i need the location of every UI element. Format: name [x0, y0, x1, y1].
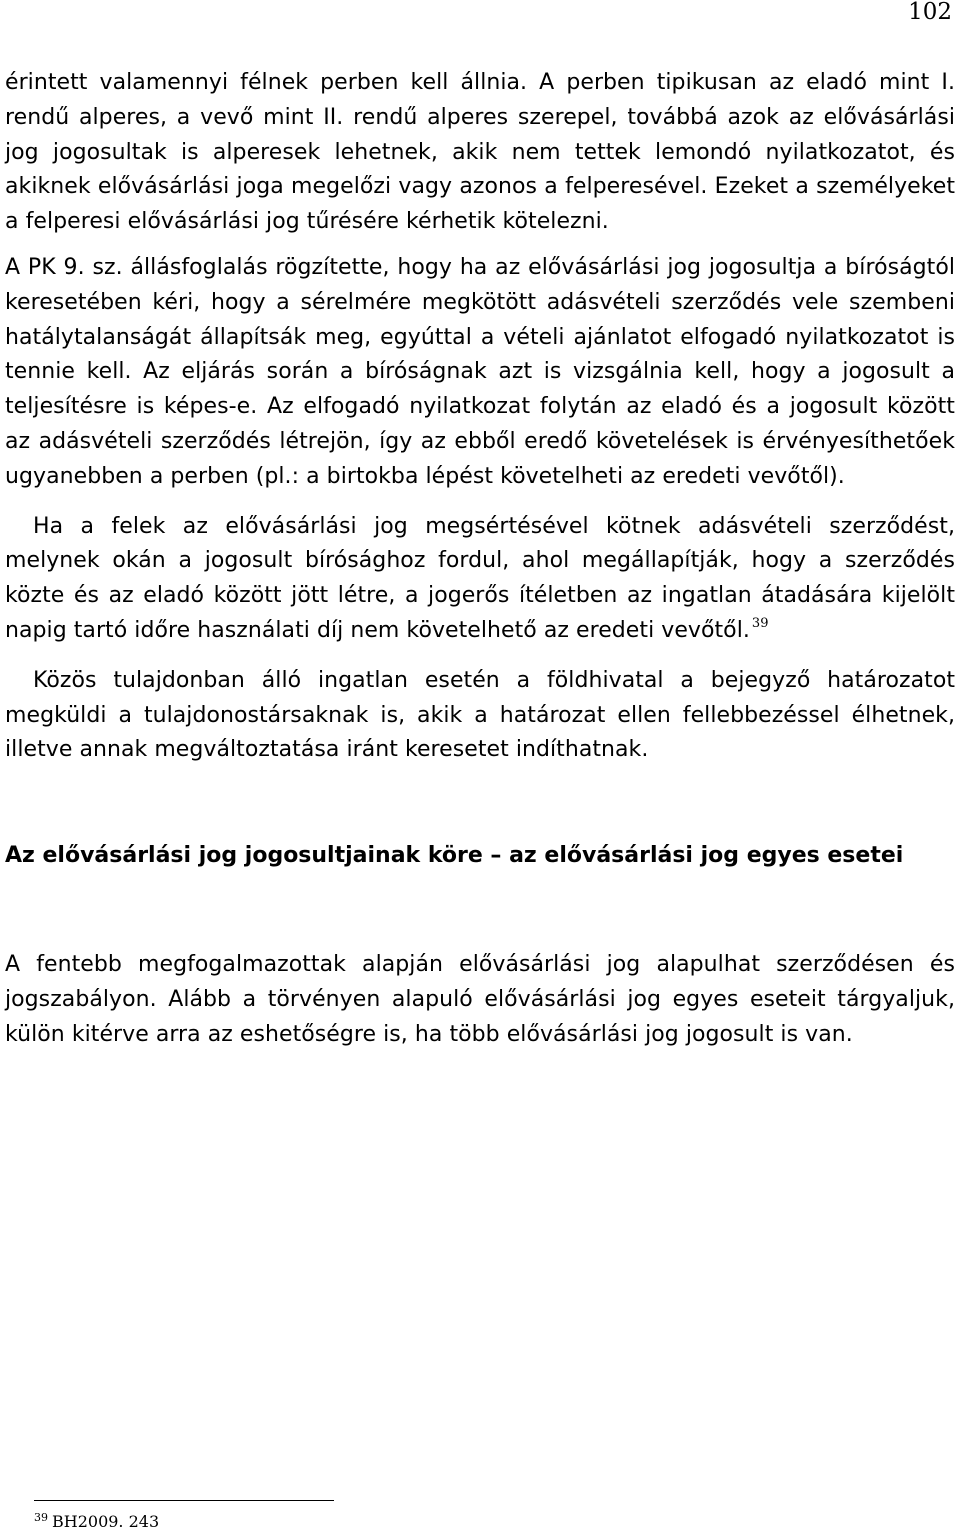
paragraph-3: [5, 510, 955, 649]
footnote: [34, 1512, 159, 1532]
document-body: [5, 66, 955, 1052]
paragraph-2: A PK 9. sz. állásfoglalás rögzítette, hogy ha az elővásárlási jog jogosultja a bíróságtól keresetében kéri, hogy a sérelmére megkötött adásvételi szerződés vele szembeni hatálytalanságát állapítsák meg, egyúttal a vételi ajánlatot elfogadó nyilatkozatot is tennie kell. Az eljárás során a bíróságnak azt is vizsgálnia kell, hogy a jogosult a teljesítésre is képes-e. Az elfogadó nyilatkozat folytán az eladó és a jogosult között az adásvételi szerződés létrejön, így az ebből eredő követelések is érvényesíthetőek ugyanebben a perben (pl.: a birtokba lépést követelheti az eredeti vevőtől).: [5, 254, 955, 489]
footnote-number: 39: [34, 1511, 48, 1524]
section-heading: Az elővásárlási jog jogosultjainak köre – az elővásárlási jog egyes esetei: [5, 843, 904, 869]
footnote-text: BH2009. 243: [52, 1512, 160, 1531]
paragraph-1: érintett valamennyi félnek perben kell állnia. A perben tipikusan az eladó mint I. rendű alperes, a vevő mint II. rendű alperes szerepel, továbbá azok az elővásárlási jog jogosultak is alperesek lehetnek, akik nem tettek lemondó nyilatkozatot, és akiknek elővásárlási joga megelőzi vagy azonos a felperesével. Ezeket a személyeket a felperesi elővásárlási jog tűrésére kérhetik kötelezni.: [5, 70, 955, 235]
paragraph-4: Közös tulajdonban álló ingatlan esetén a földhivatal a bejegyző határozatot megküldi a tulajdonostársaknak is, akik a határozat ellen fellebbezéssel élhetnek, illetve annak megváltoztatása iránt keresetet indíthatnak.: [5, 667, 955, 763]
footnote-divider: [34, 1500, 334, 1501]
page-number: 102: [908, 0, 952, 25]
paragraph-3-text: Ha a felek az elővásárlási jog megsértésével kötnek adásvételi szerződést, melynek okán a jogosult bírósághoz fordul, ahol megállapítják, hogy a szerződés közte és az eladó között jött létre, a jogerős ítéletben az ingatlan átadására kijelölt napig tartó időre használati díj nem követelhető az eredeti vevőtől.: [5, 513, 955, 643]
section-paragraph: A fentebb megfogalmazottak alapján elővásárlási jog alapulhat szerződésen és jogszabályon. Alább a törvényen alapuló elővásárlási jog egyes eseteit tárgyaljuk, külön kitérve arra az eshetőségre is, ha több elővásárlási jog jogosult is van.: [5, 951, 955, 1047]
footnote-reference: 39: [751, 615, 769, 631]
